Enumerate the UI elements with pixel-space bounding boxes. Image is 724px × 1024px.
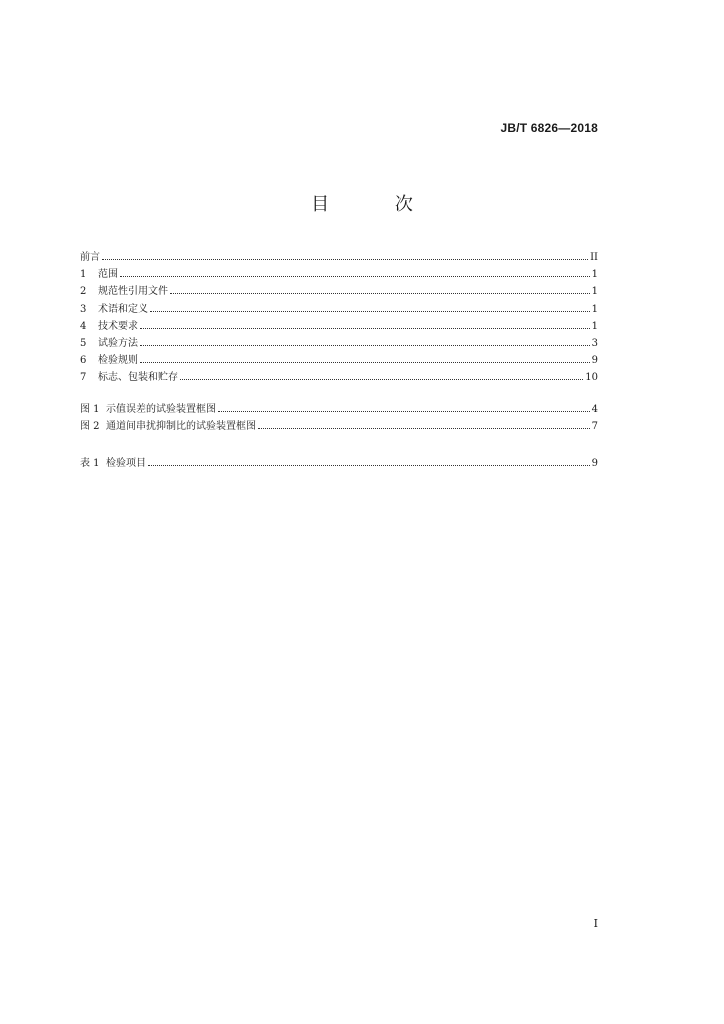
toc-entry-3[interactable] bbox=[80, 301, 598, 318]
toc-main-list bbox=[80, 249, 598, 387]
toc-figures-list bbox=[80, 401, 598, 435]
toc-entry-number: 图 2 bbox=[80, 421, 100, 433]
toc-figure-2[interactable] bbox=[80, 418, 598, 435]
page-title: 目 次 bbox=[311, 194, 443, 215]
toc-entry-page: II bbox=[590, 252, 598, 263]
toc-entry-page: 3 bbox=[591, 337, 598, 349]
toc-entry-label: 示值误差的试验装置框图 bbox=[106, 404, 216, 415]
toc-entry-label: 标志、包装和贮存 bbox=[98, 372, 178, 384]
toc-leader-dots bbox=[258, 427, 590, 429]
toc-entry-page: 1 bbox=[591, 320, 598, 332]
toc-entry-number: 1 bbox=[80, 269, 87, 281]
toc-entry-label: 范围 bbox=[98, 269, 118, 281]
toc-entry-number: 表 1 bbox=[80, 458, 100, 469]
toc-entry-page: 1 bbox=[591, 303, 598, 315]
toc-entry-label: 规范性引用文件 bbox=[98, 286, 168, 298]
toc-entry-1[interactable] bbox=[80, 266, 598, 283]
toc-entry-5[interactable] bbox=[80, 335, 598, 352]
toc-entry-page: 9 bbox=[591, 355, 598, 367]
toc-entry-label: 试验方法 bbox=[98, 337, 138, 349]
toc-leader-dots bbox=[102, 258, 588, 260]
toc-entry-number: 2 bbox=[80, 286, 87, 298]
toc-entry-6[interactable] bbox=[80, 352, 598, 369]
toc-entry-4[interactable] bbox=[80, 318, 598, 335]
toc-entry-page: 9 bbox=[591, 458, 598, 469]
toc-entry-number: 4 bbox=[80, 320, 87, 332]
toc-leader-dots bbox=[120, 275, 590, 277]
toc-entry-page: 1 bbox=[591, 269, 598, 281]
toc-entry-number: 5 bbox=[80, 337, 87, 349]
page-number: I bbox=[593, 917, 598, 930]
toc-table-1[interactable] bbox=[80, 455, 598, 472]
toc-leader-dots bbox=[140, 344, 590, 346]
toc-leader-dots bbox=[140, 327, 590, 329]
toc-entry-2[interactable] bbox=[80, 283, 598, 300]
toc-entry-page: 1 bbox=[591, 286, 598, 298]
toc-entry-label: 检验项目 bbox=[106, 458, 146, 469]
toc-entry-page: 4 bbox=[591, 404, 598, 415]
toc-entry-page: 7 bbox=[591, 421, 598, 433]
toc-entry-page: 10 bbox=[585, 372, 598, 384]
toc-figure-1[interactable] bbox=[80, 401, 598, 418]
toc-entry-label: 通道间串扰抑制比的试验装置框图 bbox=[106, 421, 256, 433]
toc-entry-number: 图 1 bbox=[80, 404, 100, 415]
toc-tables-list bbox=[80, 455, 598, 472]
toc-entry-label: 术语和定义 bbox=[98, 303, 148, 315]
toc-leader-dots bbox=[148, 464, 590, 466]
toc-entry-number: 3 bbox=[80, 303, 87, 315]
toc-entry-number: 7 bbox=[80, 372, 87, 384]
toc-leader-dots bbox=[180, 378, 583, 380]
toc-entry-label: 前言 bbox=[80, 252, 100, 263]
toc-entry-7[interactable] bbox=[80, 369, 598, 386]
toc-leader-dots bbox=[170, 292, 590, 294]
toc-entry-label: 技术要求 bbox=[98, 320, 138, 332]
toc-entry-number: 6 bbox=[80, 355, 87, 367]
toc-leader-dots bbox=[140, 361, 590, 363]
toc-entry-label: 检验规则 bbox=[98, 355, 138, 367]
toc-entry-foreword[interactable] bbox=[80, 249, 598, 266]
toc-leader-dots bbox=[218, 410, 590, 412]
standard-code: JB/T 6826—2018 bbox=[500, 121, 598, 135]
toc-leader-dots bbox=[150, 310, 590, 312]
